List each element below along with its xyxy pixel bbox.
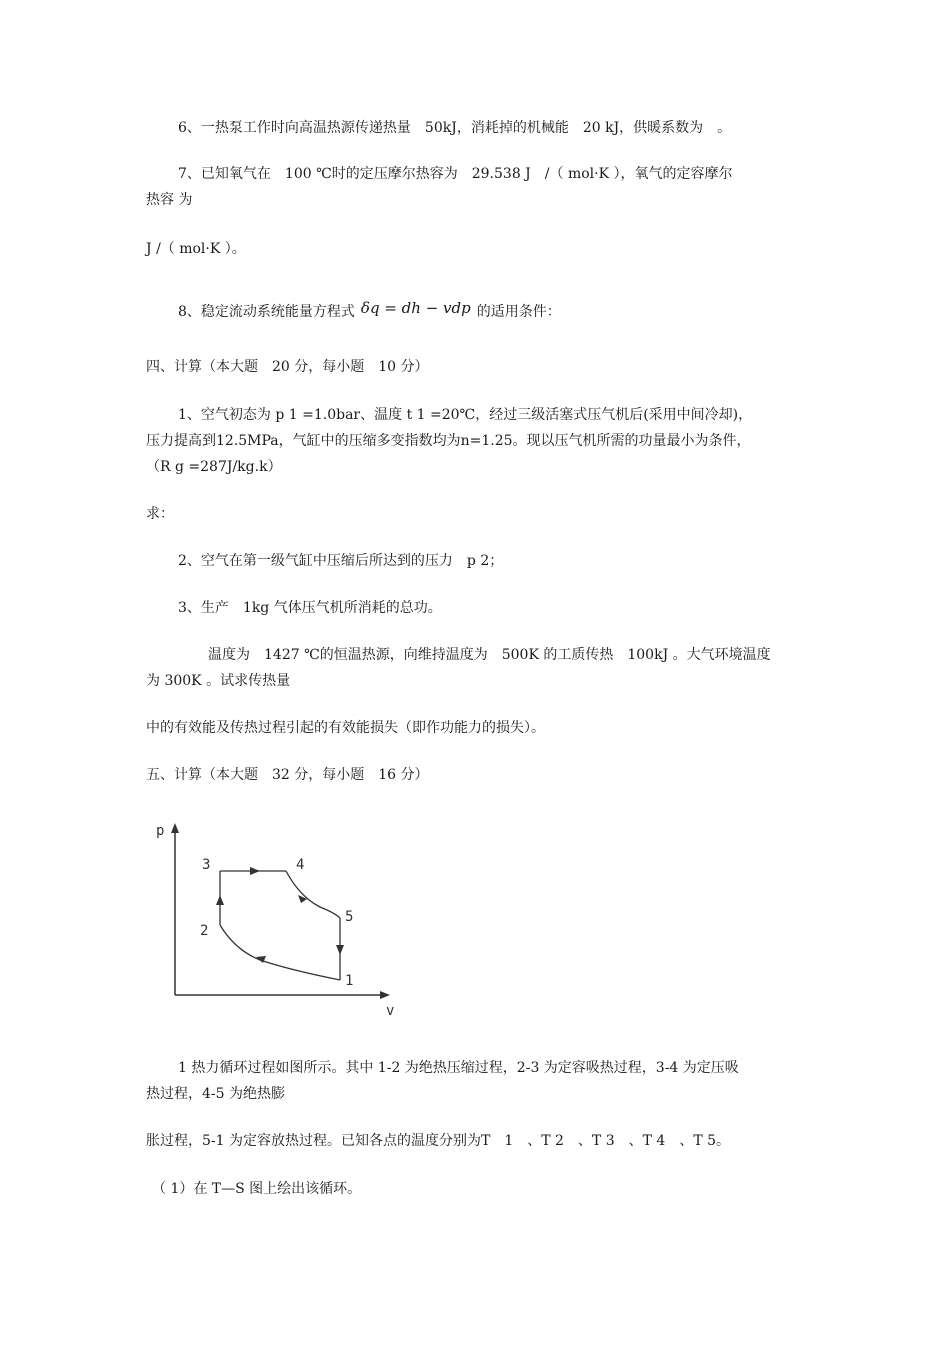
axis-label-p: p xyxy=(156,823,165,839)
arrow-5-1-icon xyxy=(336,945,344,955)
arrow-3-4-icon xyxy=(250,867,260,875)
question-8 xyxy=(178,299,561,321)
axis-label-v: v xyxy=(386,1003,395,1019)
s4-problem1-line1: 1、空气初态为 p 1 =1.0bar、温度 t 1 =20℃，经过三级活塞式压气机后(采用中间冷却)， xyxy=(178,407,753,423)
point-label-2: 2 xyxy=(200,923,209,939)
pv-cycle-diagram xyxy=(150,815,410,1020)
question-8-suffix: 的适用条件： xyxy=(476,304,561,320)
process-1-2 xyxy=(220,925,340,980)
s4-problem1-line2: 压力提高到12.5MPa，气缸中的压缩多变指数均为n=1.25。现以压气机所需的功量最小为条件， xyxy=(146,433,751,449)
point-label-1: 1 xyxy=(345,973,354,989)
point-label-4: 4 xyxy=(296,857,305,873)
s5-problem1-line3: 胀过程，5-1 为定容放热过程。已知各点的温度分别为T 1 、T 2 、T 3 、T 4 、T 5。 xyxy=(146,1133,731,1149)
process-4-5 xyxy=(286,871,340,918)
question-7-line1: 7、已知氧气在 100 ℃时的定压摩尔热容为 29.538 J /（ mol·K ），氧气的定容摩尔 xyxy=(178,166,733,182)
section-5-title: 五、计算（本大题 32 分，每小题 16 分） xyxy=(146,767,429,783)
s5-problem1-line2: 热过程，4-5 为绝热膨 xyxy=(146,1086,285,1102)
point-label-5: 5 xyxy=(345,909,354,925)
question-8-prefix: 8、稳定流动系统能量方程式 xyxy=(178,304,355,320)
x-axis-arrow-icon xyxy=(380,991,390,999)
y-axis-arrow-icon xyxy=(171,823,179,833)
question-6: 6、一热泵工作时向高温热源传递热量 50kJ，消耗掉的机械能 20 kJ，供暖系数为 。 xyxy=(178,120,732,136)
s5-subquestion-1: （ 1）在 T—S 图上绘出该循环。 xyxy=(152,1181,362,1197)
s4-heat-problem-line3: 中的有效能及传热过程引起的有效能损失（即作功能力的损失）。 xyxy=(146,720,545,736)
s5-problem1-line1: 1 热力循环过程如图所示。其中 1-2 为绝热压缩过程，2-3 为定容吸热过程，3-4 为定压吸 xyxy=(178,1060,739,1076)
point-label-3: 3 xyxy=(202,857,211,873)
s4-qiu: 求： xyxy=(146,506,174,522)
section-4-title: 四、计算（本大题 20 分，每小题 10 分） xyxy=(146,359,429,375)
s4-problem1-line3: （R g =287J/kg.k） xyxy=(146,459,282,475)
question-7-line2: 热容 为 xyxy=(146,192,193,208)
s4-heat-problem-line1: 温度为 1427 ℃的恒温热源，向维持温度为 500K 的工质传热 100kJ 。大气环境温度 xyxy=(208,647,771,663)
question-7-line3: J /（ mol·K ）。 xyxy=(146,241,246,257)
s4-problem2: 2、空气在第一级气缸中压缩后所达到的压力 p 2； xyxy=(178,553,504,569)
s4-heat-problem-line2: 为 300K 。试求传热量 xyxy=(146,673,291,689)
energy-equation: δq = dh − vdp xyxy=(360,299,471,317)
s4-problem3: 3、生产 1kg 气体压气机所消耗的总功。 xyxy=(178,600,442,616)
arrow-2-3-icon xyxy=(216,895,224,905)
